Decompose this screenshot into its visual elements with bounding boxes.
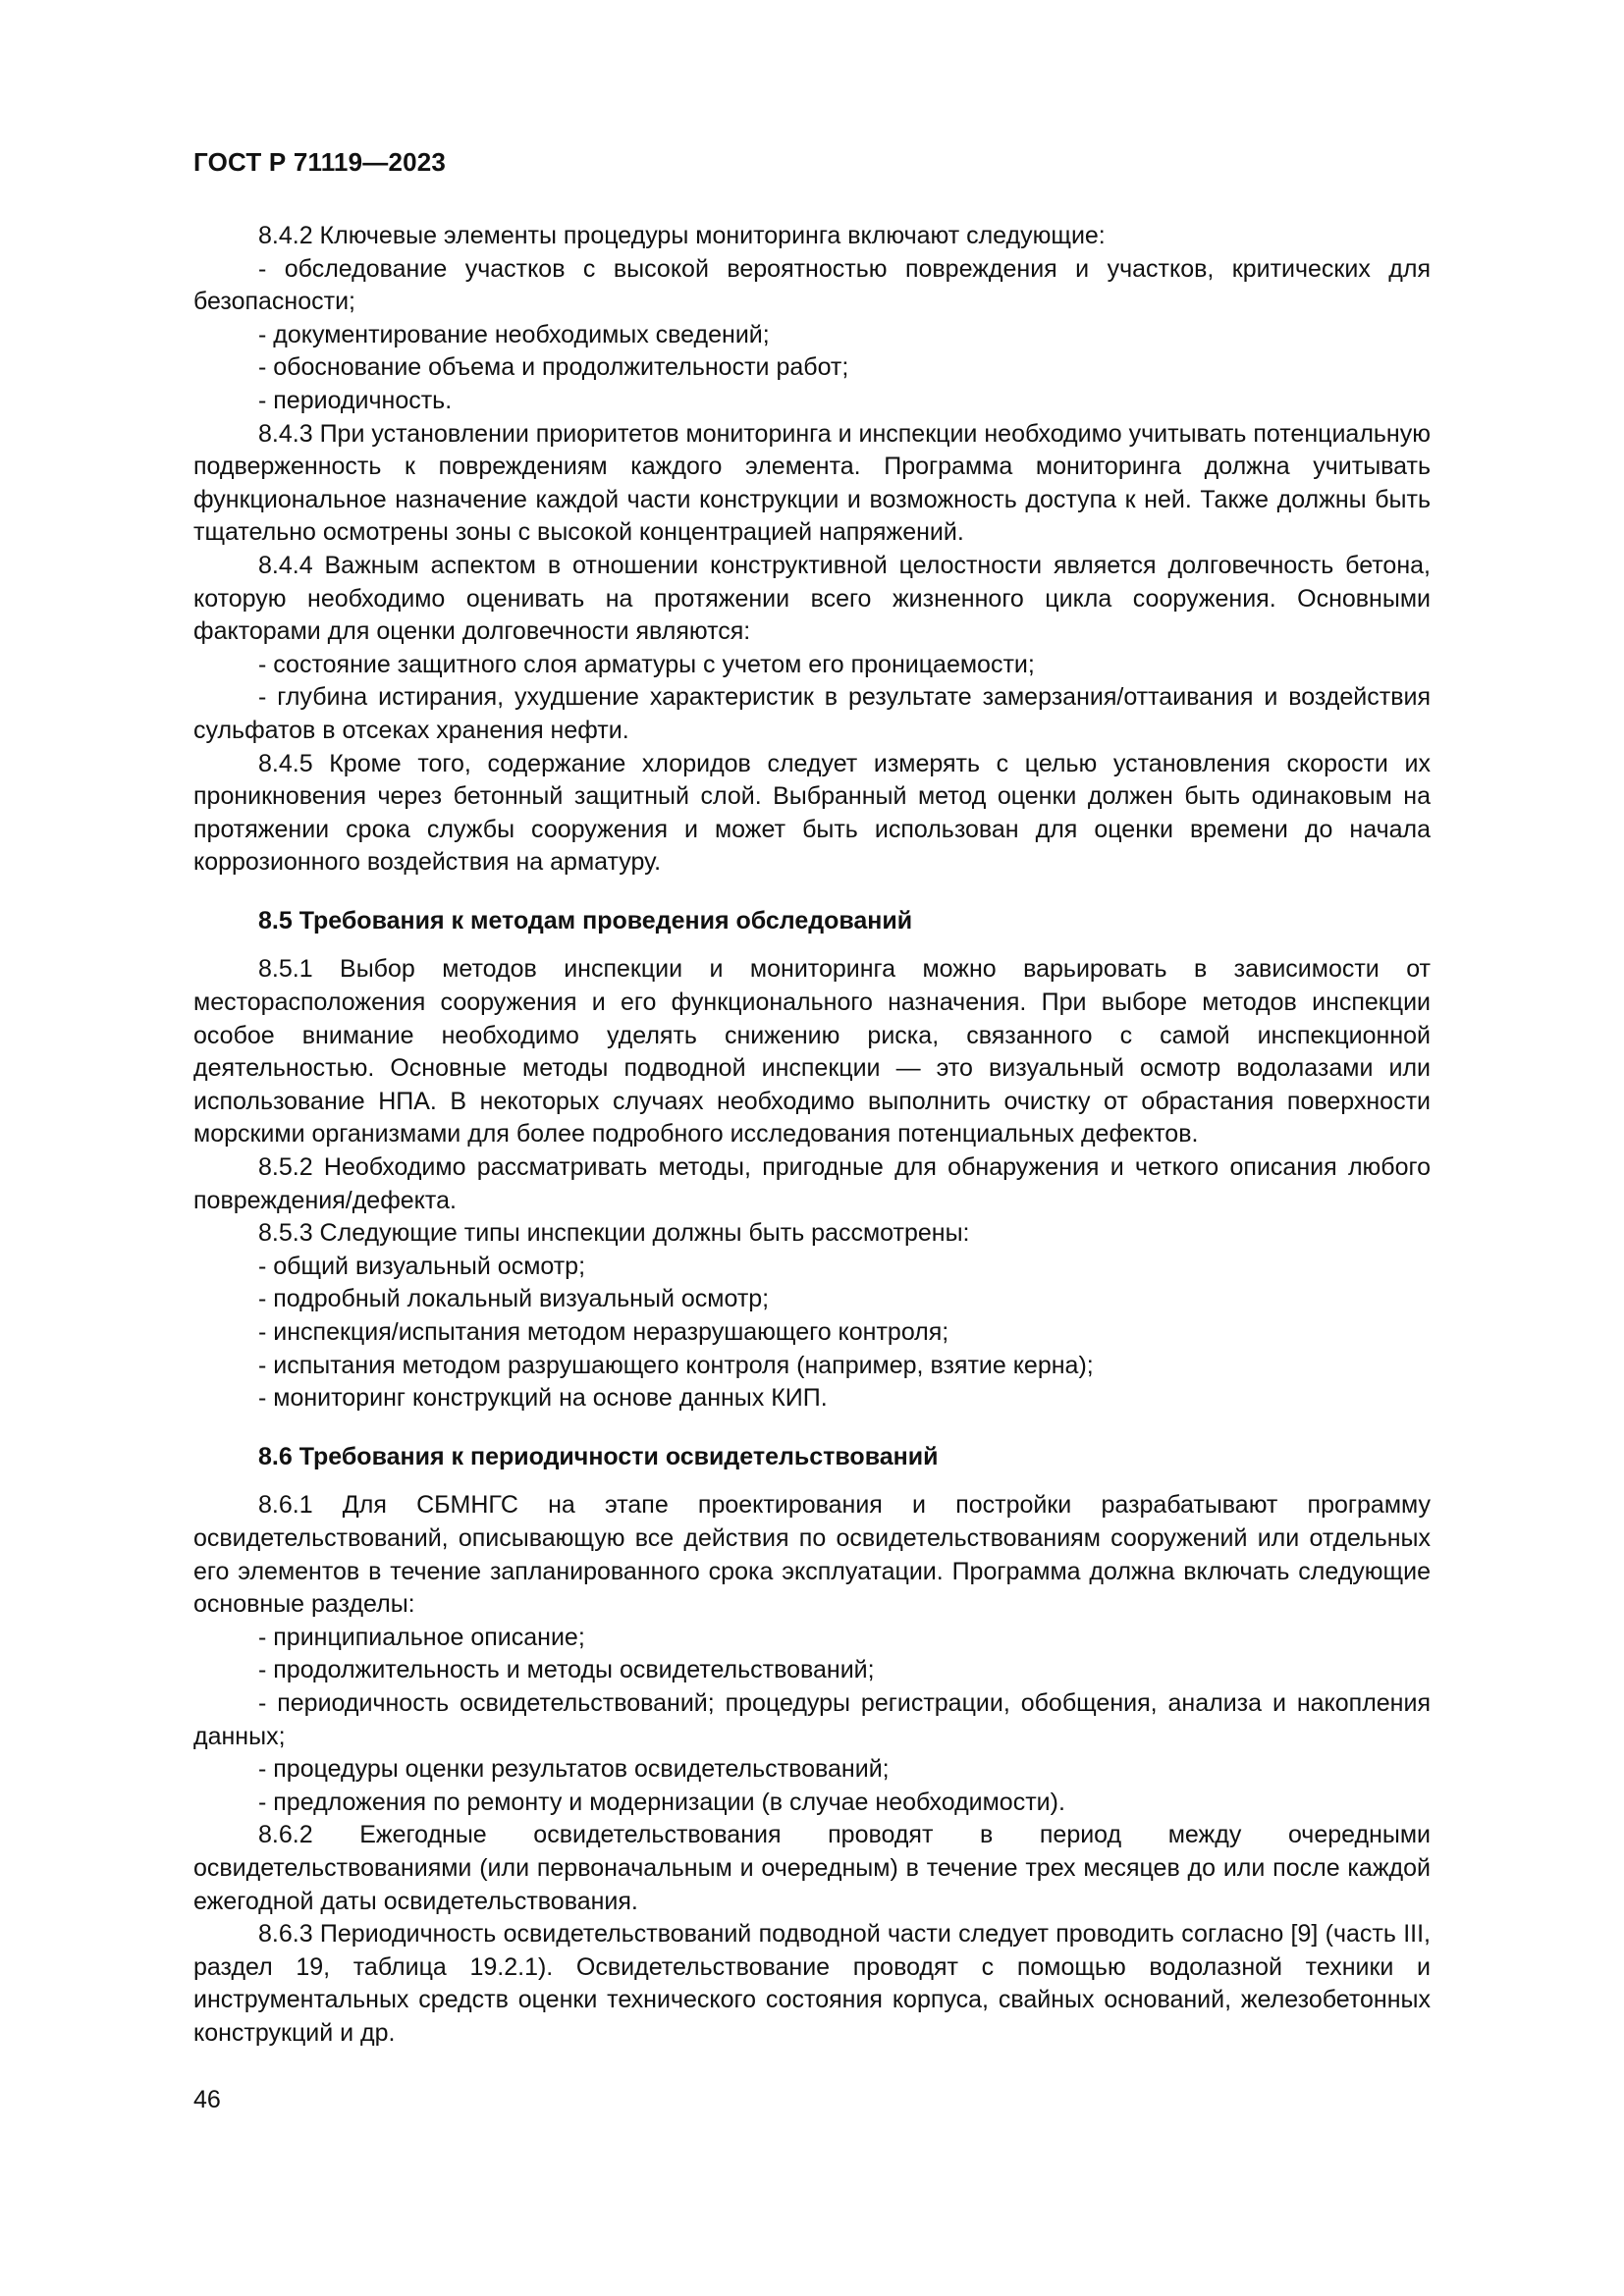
list-item: - процедуры оценки результатов освидетельствований;: [258, 1755, 890, 1784]
paragraph-8-4-3: 8.4.3 При установлении приоритетов мониторинга и инспекции необходимо учитывать потенциальную подверженность к повреждениям каждого элемента. Программа мониторинга должна учитывать функциональное назначение каждой части конструкции и возможность доступа к ней. Также должны быть тщательно осмотрены зоны с высокой концентрацией напряжений.: [193, 419, 1431, 547]
list-item: - инспекция/испытания методом неразрушающего контроля;: [258, 1318, 949, 1346]
section-heading-8-5: 8.5 Требования к методам проведения обследований: [258, 906, 913, 934]
paragraph-8-4-2: 8.4.2 Ключевые элементы процедуры мониторинга включают следующие:: [258, 222, 1106, 249]
paragraph-8-5-2: 8.5.2 Необходимо рассматривать методы, пригодные для обнаружения и четкого описания любого повреждения/дефекта.: [193, 1153, 1431, 1214]
paragraph-8-5-3: 8.5.3 Следующие типы инспекции должны быть рассмотрены:: [258, 1219, 970, 1248]
list-item: - мониторинг конструкций на основе данных КИП.: [258, 1384, 828, 1413]
paragraph-8-4-5: 8.4.5 Кроме того, содержание хлоридов следует измерять с целью установления скорости их проникновения через бетонный защитный слой. Выбранный метод оценки должен быть одинаковым на протяжении срока службы сооружения и может быть использован для оценки времени до начала коррозионного воздействия на арматуру.: [193, 749, 1431, 877]
page-number: 46: [193, 2086, 221, 2113]
paragraph-8-6-3: 8.6.3 Периодичность освидетельствований подводной части следует проводить согласно [9] (часть III, раздел 19, таблица 19.2.1). Освидетельствование проводят с помощью водолазной техники и инструментальных средств оценки технического состояния корпуса, свайных оснований, железобетонных конструкций и др.: [193, 1920, 1431, 2047]
paragraph-8-6-2: 8.6.2 Ежегодные освидетельствования проводят в период между очередными освидетельствованиями (или первоначальным и очередным) в течение трех месяцев до или после каждой ежегодной даты освидетельствования.: [193, 1821, 1431, 1915]
list-item: - продолжительность и методы освидетельствований;: [258, 1656, 875, 1684]
list-item: - периодичность.: [258, 386, 453, 414]
list-item: - общий визуальный осмотр;: [258, 1252, 586, 1280]
section-heading-8-6: 8.6 Требования к периодичности освидетельствований: [258, 1442, 939, 1470]
list-item: - глубина истирания, ухудшение характеристик в результате замерзания/оттаивания и воздействия сульфатов в отсеках хранения нефти.: [193, 683, 1431, 744]
list-item: - подробный локальный визуальный осмотр;: [258, 1285, 770, 1313]
list-item: - периодичность освидетельствований; процедуры регистрации, обобщения, анализа и накопления данных;: [193, 1688, 1431, 1750]
list-item: - принципиальное описание;: [258, 1623, 585, 1651]
list-item: - состояние защитного слоя арматуры с учетом его проницаемости;: [258, 650, 1035, 678]
list-item: - обследование участков с высокой вероятностью повреждения и участков, критических для безопасности;: [193, 254, 1431, 316]
list-item: - обоснование объема и продолжительности работ;: [258, 353, 849, 382]
paragraph-8-6-1: 8.6.1 Для СБМНГС на этапе проектирования и постройки разрабатывают программу освидетельствований, описывающую все действия по освидетельствованиям сооружений или отдельных его элементов в течение запланированного срока эксплуатации. Программа должна включать следующие основные разделы:: [193, 1491, 1431, 1619]
list-item: - предложения по ремонту и модернизации (в случае необходимости).: [258, 1788, 1065, 1816]
paragraph-8-4-4: 8.4.4 Важным аспектом в отношении конструктивной целостности является долговечность бетона, которую необходимо оценивать на протяжении всего жизненного цикла сооружения. Основными факторами для оценки долговечности являются:: [193, 551, 1431, 646]
paragraph-8-5-1: 8.5.1 Выбор методов инспекции и мониторинга можно варьировать в зависимости от месторасположения сооружения и его функционального назначения. При выборе методов инспекции особое внимание необходимо уделять снижению риска, связанного с самой инспекционной деятельностью. Основные методы подводной инспекции — это визуальный осмотр водолазами или использование НПА. В некоторых случаях необходимо выполнить очистку от обрастания поверхности морскими организмами для более подробного исследования потенциальных дефектов.: [193, 955, 1431, 1148]
list-item: - документирование необходимых сведений;: [258, 320, 770, 348]
document-code-header: ГОСТ Р 71119—2023: [193, 147, 447, 177]
page-body: [193, 220, 1431, 2050]
list-item: - испытания методом разрушающего контроля (например, взятие керна);: [258, 1351, 1094, 1379]
